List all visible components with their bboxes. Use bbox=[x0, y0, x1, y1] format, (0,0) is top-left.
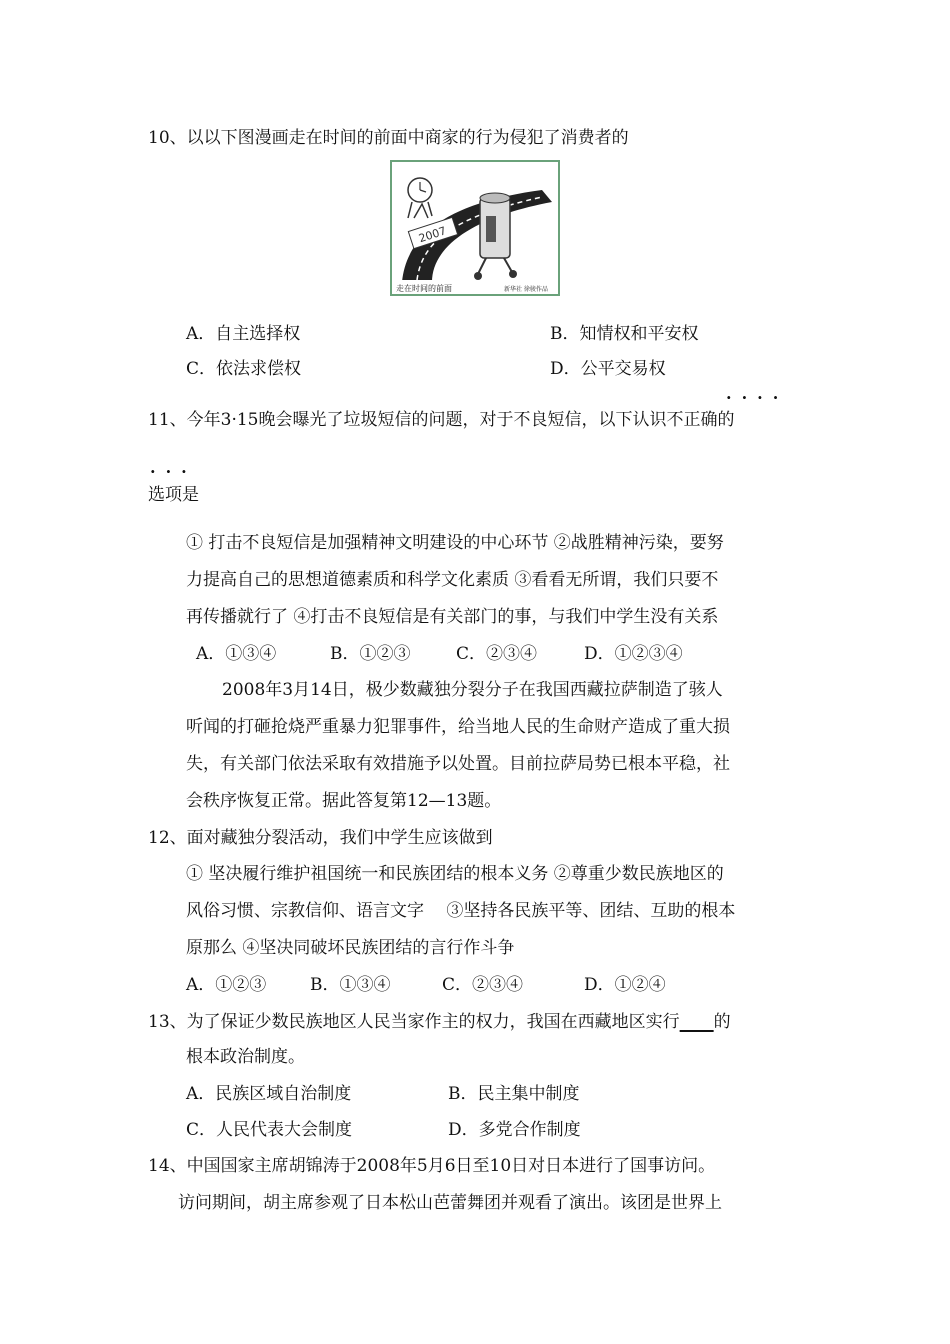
passage-line: 2008年3月14日，极少数藏独分裂分子在我国西藏拉萨制造了骇人 bbox=[222, 680, 723, 700]
q12-statement-line: 原那么 ④坚决同破坏民族团结的言行作斗争 bbox=[186, 938, 515, 958]
q10-option-a: A．自主选择权 bbox=[186, 324, 301, 344]
q13-option-a: A．民族区域自治制度 bbox=[186, 1084, 352, 1104]
q12-statement-line: 风俗习惯、宗教信仰、语言文字 ③坚持各民族平等、团结、互助的根本 bbox=[186, 901, 736, 921]
q13-stem bbox=[148, 1010, 731, 1034]
q11-stem-cont: 选项是 bbox=[148, 485, 199, 505]
passage-line: 失，有关部门依法采取有效措施予以处置。目前拉萨局势已根本平稳，社 bbox=[186, 754, 730, 774]
q11-option-d: D．①②③④ bbox=[584, 644, 683, 664]
q12-option-a: A．①②③ bbox=[186, 975, 267, 995]
q14-stem-cont: 访问期间，胡主席参观了日本松山芭蕾舞团并观看了演出。该团是世界上 bbox=[178, 1193, 722, 1213]
q10-cartoon-image bbox=[390, 160, 560, 296]
q13-answer-blank bbox=[680, 1012, 714, 1032]
passage-line: 会秩序恢复正常。据此答复第12—13题。 bbox=[186, 791, 502, 811]
passage-line: 听闻的打砸抢烧严重暴力犯罪事件，给当地人民的生命财产造成了重大损 bbox=[186, 717, 730, 737]
q11-statement-line: 力提高自己的思想道德素质和科学文化素质 ③看看无所谓，我们只要不 bbox=[186, 570, 719, 590]
q14-stem: 14、中国国家主席胡锦涛于2008年5月6日至10日对日本进行了国事访问。 bbox=[148, 1156, 716, 1176]
q10-cartoon-year: 2007 bbox=[417, 224, 448, 246]
q10-option-d: D．公平交易权 bbox=[550, 359, 666, 379]
q12-option-c: C．②③④ bbox=[442, 975, 524, 995]
q10-option-b: B．知情权和平安权 bbox=[550, 324, 699, 344]
q12-option-d: D．①②④ bbox=[584, 975, 666, 995]
q13-stem-cont: 根本政治制度。 bbox=[186, 1047, 305, 1067]
q10-cartoon-caption-left: 走在时间的前面 bbox=[396, 284, 452, 293]
q10-stem: 10、以以下图漫画走在时间的前面中商家的行为侵犯了消费者的 bbox=[148, 128, 629, 148]
q11-option-a: A．①③④ bbox=[196, 644, 277, 664]
q11-statement-line: ① 打击不良短信是加强精神文明建设的中心环节 ②战胜精神污染，要努 bbox=[186, 533, 724, 553]
q13-option-b: B．民主集中制度 bbox=[448, 1084, 580, 1104]
q10-cartoon-caption-right: 新华社 徐骏作品 bbox=[504, 286, 548, 293]
q11-option-c: C．②③④ bbox=[456, 644, 538, 664]
q12-option-b: B．①③④ bbox=[310, 975, 391, 995]
q11-emphasis-dots-top: ···· bbox=[726, 388, 789, 407]
q10-option-c: C．依法求偿权 bbox=[186, 359, 302, 379]
q12-statement-line: ① 坚决履行维护祖国统一和民族团结的根本义务 ②尊重少数民族地区的 bbox=[186, 864, 724, 884]
q11-statement-line: 再传播就行了 ④打击不良短信是有关部门的事，与我们中学生没有关系 bbox=[186, 607, 719, 627]
q13-stem-post: 的 bbox=[713, 1012, 731, 1032]
q11-emphasis-dots-bottom: ··· bbox=[150, 462, 197, 481]
q13-stem-pre: 13、为了保证少数民族地区人民当家作主的权力，我国在西藏地区实行 bbox=[148, 1012, 680, 1032]
q11-stem: 11、今年3·15晚会曝光了垃圾短信的问题，对于不良短信，以下认识不正确的 bbox=[148, 410, 735, 430]
q12-stem: 12、面对藏独分裂活动，我们中学生应该做到 bbox=[148, 828, 493, 848]
q13-option-d: D．多党合作制度 bbox=[448, 1120, 581, 1140]
q13-option-c: C．人民代表大会制度 bbox=[186, 1120, 353, 1140]
q11-option-b: B．①②③ bbox=[330, 644, 411, 664]
